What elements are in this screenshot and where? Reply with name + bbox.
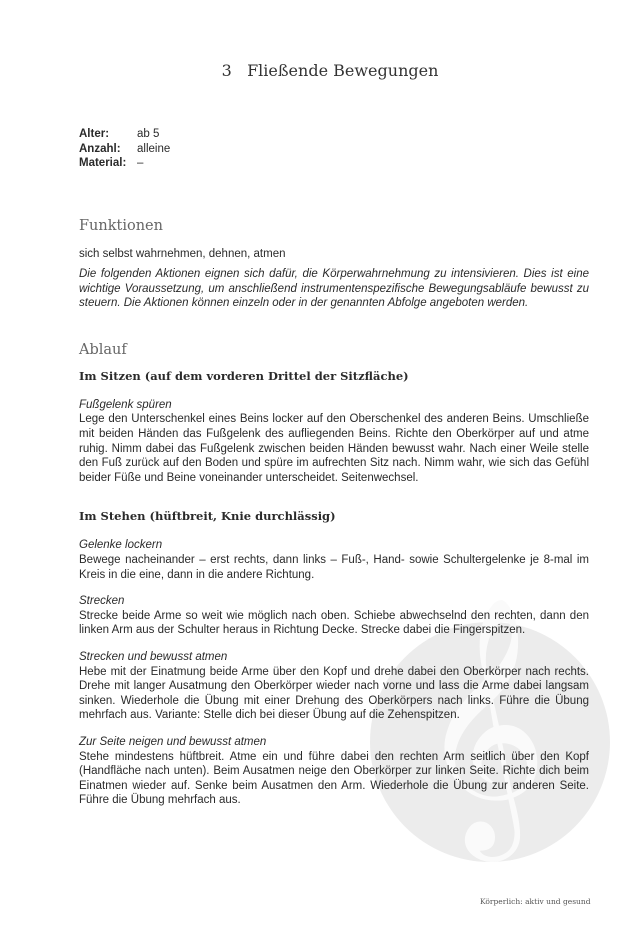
exercise-title: Gelenke lockern: [79, 539, 163, 552]
meta-value: –: [137, 157, 144, 169]
exercise-strecken: [79, 594, 589, 638]
funktionen-intro: Die folgenden Aktionen eignen sich dafür, die Körperwahrnehmung zu intensivieren. Dies ist eine wichtige Voraussetzung, um anschließend instrumentenspezifische Bewegungsabläufe bewusst zu steuern. Die Aktionen können einzeln oder in der genannten Abfolge angeboten werden.: [79, 268, 589, 310]
exercise-text: Stehe mindestens hüftbreit. Atme ein und führe dabei den rechten Arm seitlich über den Kopf (Handfläche nach unten). Beim Ausatmen neige den Oberkörper zur linken Seite. Richte dich beim Einatmen wieder auf. Senke beim Ausatmen den Arm. Wiederhole die Übung zur anderen Seite. Führe die Übung mehrfach aus.: [79, 750, 589, 807]
ablauf-heading: Ablauf: [79, 341, 127, 358]
chapter-number: 3: [221, 61, 232, 80]
funktionen-summary: sich selbst wahrnehmen, dehnen, atmen: [79, 247, 286, 260]
exercise-text: Bewege nacheinander – erst rechts, dann links – Fuß-, Hand- sowie Schultergelenke je 8-mal im Kreis in die eine, dann in die andere Richtung.: [79, 554, 589, 581]
meta-info: [79, 127, 589, 171]
meta-value: alleine: [137, 142, 171, 155]
chapter-title: Fließende Bewegungen: [247, 61, 439, 80]
page-content: [79, 0, 589, 808]
treble-clef-icon: 𝄞: [418, 594, 549, 850]
exercise-seite-neigen: [79, 735, 589, 808]
page-title: [0, 60, 640, 82]
exercise-text: Strecke beide Arme so weit wie möglich nach oben. Schiebe abwechselnd den rechten, dann den linken Arm aus der Schulter heraus in Richtung Decke. Strecke dabei die Fingerspitzen.: [79, 609, 589, 637]
exercise-fussgelenk: [79, 398, 589, 486]
exercise-text: Lege den Unterschenkel eines Beins locker auf den Oberschenkel des anderen Beins. Umschließe mit beiden Händen das Fußgelenk des aufliegenden Beins. Richte den Oberkörper auf und atme ruhig. Nimm dabei das Fußgelenk zwischen beiden Händen bewusst wahr. Nach einer Weile stelle den Fuß zurück auf den Boden und spüre im aufrechten Sitz nach. Nimm wahr, wie sich das Gefühl beider Füße und Beine voneinander unterscheidet. Seitenwechsel.: [79, 413, 589, 484]
exercise-title: Strecken und bewusst atmen: [79, 651, 228, 663]
meta-label: Alter:: [79, 128, 110, 140]
exercise-title: Fußgelenk spüren: [79, 398, 172, 411]
exercise-text: Hebe mit der Einatmung beide Arme über den Kopf und drehe dabei den Oberkörper nach rechts. Drehe mit langer Ausatmung den Oberkörper wieder nach vorne und lass die Arme dabei langsam sinken. Wiederhole die Übung mit einer Drehung des Oberkörpers nach links. Führe die Übung mehrfach aus. Variante: Stelle dich bei dieser Übung auf die Zehenspitzen.: [79, 665, 589, 722]
standing-subheading: Im Stehen (hüftbreit, Knie durchlässig): [79, 509, 336, 524]
page-footer: Körperlich: aktiv und gesund: [480, 897, 591, 906]
meta-value: ab 5: [137, 128, 160, 140]
meta-label: Anzahl:: [79, 142, 121, 155]
exercise-strecken-atmen: [79, 650, 589, 723]
sitting-subheading: Im Sitzen (auf dem vorderen Drittel der Sitzfläche): [79, 368, 409, 383]
funktionen-heading: Funktionen: [79, 217, 163, 234]
exercise-title: Strecken: [79, 595, 125, 608]
exercise-title: Zur Seite neigen und bewusst atmen: [79, 735, 267, 748]
meta-label: Material:: [79, 157, 127, 169]
exercise-gelenke: [79, 538, 589, 582]
